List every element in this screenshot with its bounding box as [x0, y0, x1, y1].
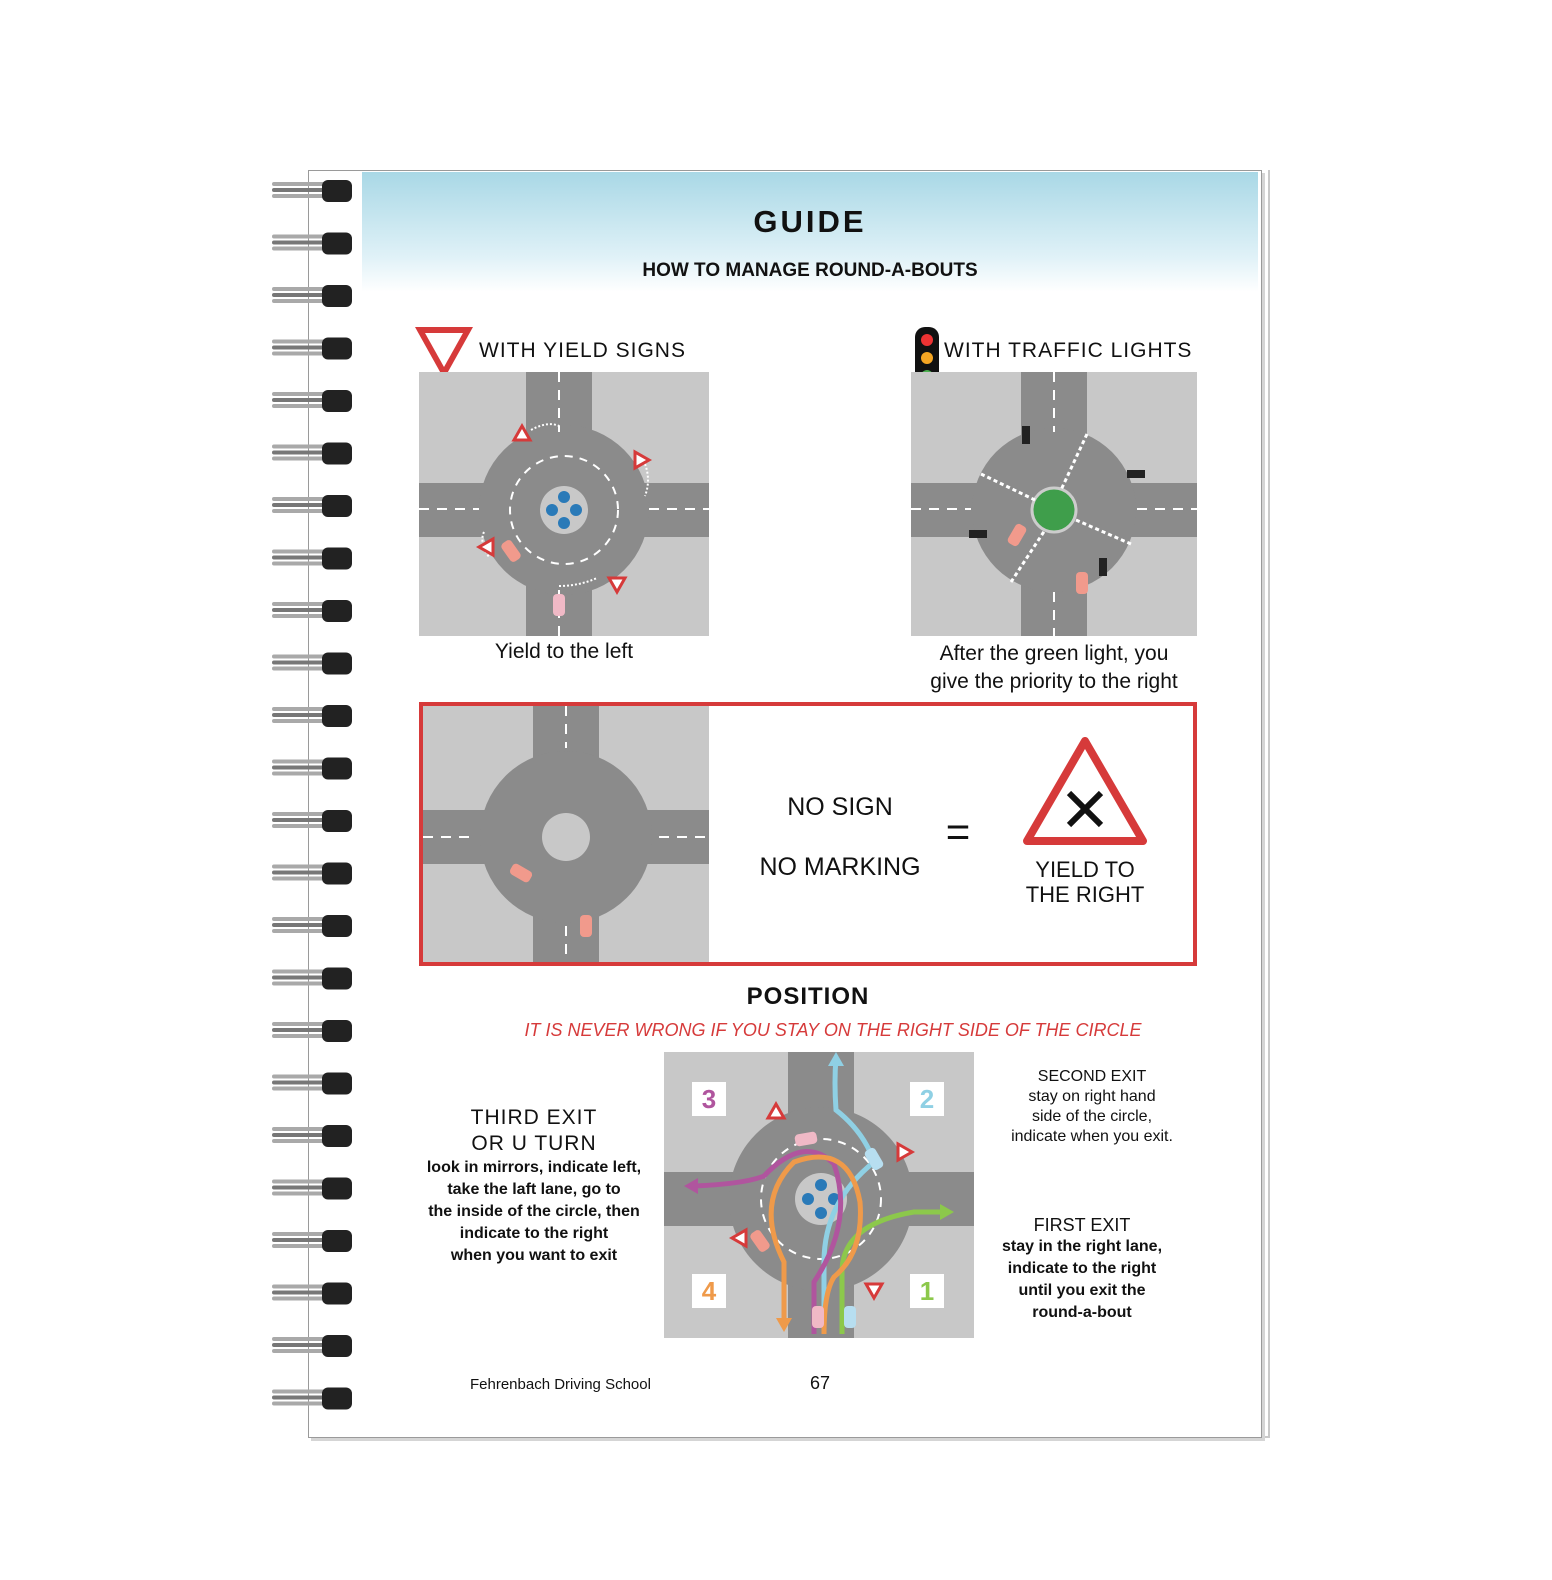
first-exit-line: until you exit the: [1018, 1282, 1146, 1299]
third-exit-line: when you want to exit: [450, 1247, 618, 1264]
second-exit-line: SECOND EXIT: [1037, 1068, 1147, 1085]
exit-2-label: 2: [919, 1084, 935, 1114]
traffic-lights-caption-line2: give the priority to the right: [930, 670, 1178, 693]
spiral-binding: [272, 172, 362, 1422]
first-exit-line: stay in the right lane,: [1001, 1238, 1163, 1255]
yield-caption: Yield to the left: [494, 640, 634, 663]
third-exit-line: take the laft lane, go to: [447, 1181, 621, 1198]
yield-roundabout-diagram: [419, 372, 709, 636]
spiral-ring: [274, 233, 352, 255]
position-tagline: IT IS NEVER WRONG IF YOU STAY ON THE RIGHT SIDE OF THE CIRCLE: [524, 1020, 1142, 1040]
page-subtitle: HOW TO MANAGE ROUND-A-BOUTS: [642, 260, 978, 281]
yield-right-line2: THE RIGHT: [1025, 882, 1145, 907]
yield-right-line1: YIELD TO: [1035, 857, 1135, 882]
third-exit-body: [419, 1157, 649, 1267]
exit-3-label: 3: [701, 1084, 717, 1114]
spiral-ring: [274, 285, 352, 307]
spiral-ring: [274, 338, 352, 360]
spiral-ring: [274, 1388, 352, 1410]
exit-4-label: 4: [701, 1276, 717, 1306]
second-exit-line: indicate when you exit.: [1011, 1128, 1173, 1145]
spiral-ring: [274, 810, 352, 832]
page-title: GUIDE: [753, 204, 867, 239]
traffic-lights-caption-line1: After the green light, you: [939, 642, 1169, 665]
spiral-ring: [274, 180, 352, 202]
page-number: 67: [810, 1373, 831, 1393]
no-sign-text: NO SIGN: [787, 793, 893, 821]
traffic-lights-caption: [911, 640, 1197, 696]
spiral-ring: [274, 1230, 352, 1252]
spiral-ring: [274, 1335, 352, 1357]
unmarked-roundabout-diagram: [423, 706, 709, 962]
yield-right-text: [1000, 857, 1170, 907]
third-exit-title-1: THIRD EXIT: [470, 1106, 598, 1129]
third-exit-block: [419, 1105, 649, 1267]
spiral-ring: [274, 758, 352, 780]
priority-right-sign-icon: [1023, 737, 1147, 845]
third-exit-line: the inside of the circle, then: [428, 1203, 640, 1220]
spiral-ring: [274, 548, 352, 570]
traffic-lights-heading: WITH TRAFFIC LIGHTS: [944, 339, 1193, 362]
second-exit-block: [992, 1067, 1192, 1147]
third-exit-line: look in mirrors, indicate left,: [426, 1159, 642, 1176]
spiral-ring: [274, 968, 352, 990]
exit-position-diagram: [664, 1052, 974, 1338]
traffic-light-roundabout-diagram: [911, 372, 1197, 636]
second-exit-line: stay on right hand: [1028, 1088, 1156, 1105]
spiral-ring: [274, 390, 352, 412]
yield-heading: WITH YIELD SIGNS: [479, 339, 686, 362]
spiral-ring: [274, 863, 352, 885]
spiral-ring: [274, 600, 352, 622]
third-exit-title-2: OR U TURN: [471, 1132, 597, 1155]
equals-sign: =: [945, 808, 971, 855]
spiral-ring: [274, 1020, 352, 1042]
no-marking-text: NO MARKING: [759, 853, 921, 881]
spiral-ring: [274, 1073, 352, 1095]
third-exit-line: indicate to the right: [459, 1225, 609, 1242]
spiral-ring: [274, 1178, 352, 1200]
spiral-ring: [274, 653, 352, 675]
first-exit-line: indicate to the right: [1007, 1260, 1157, 1277]
exit-1-label: 1: [919, 1276, 935, 1306]
spiral-ring: [274, 1125, 352, 1147]
spiral-ring: [274, 1283, 352, 1305]
footer-school: Fehrenbach Driving School: [470, 1376, 651, 1393]
position-heading: POSITION: [746, 983, 870, 1010]
spiral-ring: [274, 495, 352, 517]
spiral-ring: [274, 915, 352, 937]
spiral-ring: [274, 443, 352, 465]
first-exit-line: round-a-bout: [1032, 1304, 1132, 1321]
first-exit-block: [982, 1214, 1182, 1324]
spiral-ring: [274, 705, 352, 727]
second-exit-line: side of the circle,: [1031, 1108, 1153, 1125]
first-exit-title: FIRST EXIT: [1033, 1215, 1131, 1235]
